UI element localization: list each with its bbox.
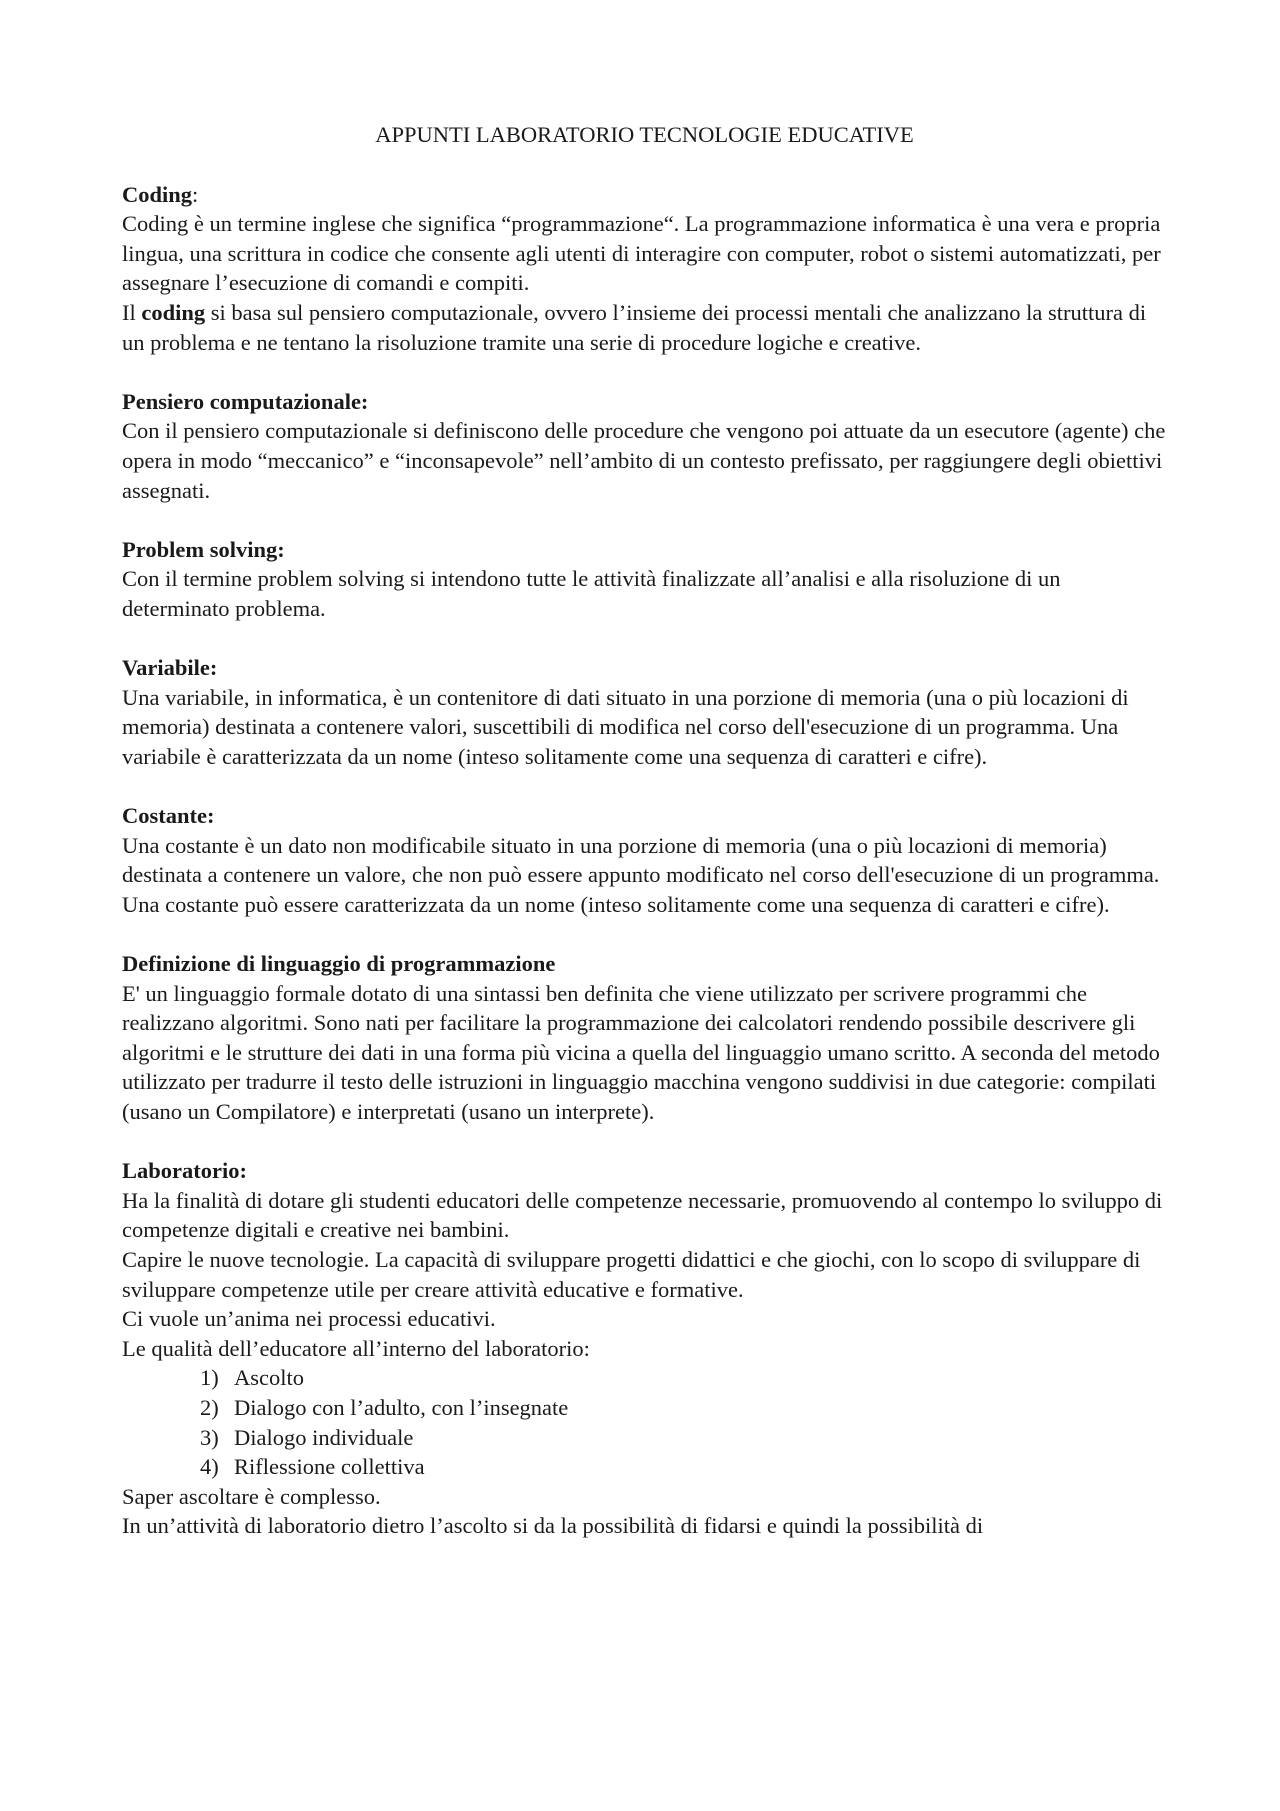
paragraph <box>122 298 1167 357</box>
section-heading: Problem solving: <box>122 536 285 562</box>
paragraph: Coding è un termine inglese che significa “programmazione“. La programmazione informatica è una vera e propria lingua, una scrittura in codice che consente agli utenti di interagire con computer, robot o sistemi automatizzati, per assegnare l’esecuzione di comandi e compiti. <box>122 211 1161 296</box>
list-item-text: Dialogo con l’adulto, con l’insegnate <box>234 1394 569 1420</box>
paragraph: Le qualità dell’educatore all’interno del laboratorio: <box>122 1335 590 1361</box>
heading-text: Coding <box>122 181 193 207</box>
section-pensiero-computazionale <box>122 387 1167 505</box>
paragraph: E' un linguaggio formale dotato di una sintassi ben definita che viene utilizzato per scrivere programmi che realizzano algoritmi. Sono nati per facilitare la programmazione dei calcolatori rendendo possibile descrivere gli algoritmi e le strutture dei dati in una forma più vicina a quella del linguaggio umano scritto. A seconda del metodo utilizzato per tradurre il testo delle istruzioni in linguaggio macchina vengono suddivisi in due categorie: compilati (usano un Compilatore) e interpretati (usano un interprete). <box>122 980 1160 1124</box>
section-coding <box>122 180 1167 358</box>
section-costante <box>122 801 1167 919</box>
section-heading: Variabile: <box>122 655 218 681</box>
paragraph: Una costante è un dato non modificabile situato in una porzione di memoria (una o più locazioni di memoria) destinata a contenere un valore, che non può essere appunto modificato nel corso dell'esecuzione di un programma. Una costante può essere caratterizzata da un nome (inteso solitamente come una sequenza di caratteri e cifre). <box>122 832 1160 917</box>
list-item-text: Dialogo individuale <box>234 1424 414 1450</box>
paragraph: Una variabile, in informatica, è un contenitore di dati situato in una porzione di memoria (una o più locazioni di memoria) destinata a contenere valori, suscettibili di modifica nel corso dell'esecuzione di un programma. Una variabile è caratterizzata da un nome (inteso solitamente come una sequenza di caratteri e cifre). <box>122 684 1129 769</box>
list-item <box>200 1423 1167 1453</box>
list-number: 3) <box>200 1424 219 1450</box>
heading-colon: : <box>192 181 199 207</box>
section-problem-solving <box>122 535 1167 624</box>
paragraph: Capire le nuove tecnologie. La capacità di sviluppare progetti didattici e che giochi, con lo scopo di sviluppare di sviluppare competenze utile per creare attività educative e formative. <box>122 1246 1141 1302</box>
list-item-text: Riflessione collettiva <box>234 1454 425 1480</box>
paragraph: Con il termine problem solving si intendono tutte le attività finalizzate all’analisi e alla risoluzione di un determinato problema. <box>122 566 1061 621</box>
section-laboratorio <box>122 1156 1167 1541</box>
document-title: APPUNTI LABORATORIO TECNOLOGIE EDUCATIVE <box>375 122 914 147</box>
document-body <box>122 120 1167 1571</box>
list-item-text: Ascolto <box>234 1365 304 1391</box>
section-heading: Costante: <box>122 803 215 829</box>
paragraph: Ci vuole un’anima nei processi educativi. <box>122 1306 496 1332</box>
qualities-list <box>122 1363 1167 1481</box>
list-item <box>200 1363 1167 1393</box>
section-heading: Definizione di linguaggio di programmazione <box>122 951 556 977</box>
paragraph: Saper ascoltare è complesso. <box>122 1483 381 1509</box>
section-linguaggio <box>122 949 1167 1127</box>
paragraph: Ha la finalità di dotare gli studenti educatori delle competenze necessarie, promuovendo al contempo lo sviluppo di competenze digitali e creative nei bambini. <box>122 1187 1163 1243</box>
section-heading-coding <box>122 180 1167 210</box>
list-number: 2) <box>200 1394 219 1420</box>
list-number: 1) <box>200 1365 219 1391</box>
paragraph: In un’attività di laboratorio dietro l’ascolto si da la possibilità di fidarsi e quindi la possibilità di <box>122 1513 984 1539</box>
list-item <box>200 1393 1167 1423</box>
section-variabile <box>122 653 1167 771</box>
paragraph: Con il pensiero computazionale si definiscono delle procedure che vengono poi attuate da un esecutore (agente) che opera in modo “meccanico” e “inconsapevole” nell’ambito di un contesto prefissato, per raggiungere degli obiettivi assegnati. <box>122 418 1166 503</box>
section-heading: Laboratorio: <box>122 1158 247 1184</box>
list-item <box>200 1452 1167 1482</box>
section-heading: Pensiero computazionale: <box>122 388 369 414</box>
bold-term: coding <box>141 299 206 325</box>
paragraph-prefix: Il <box>122 299 142 325</box>
paragraph-rest: si basa sul pensiero computazionale, ovvero l’insieme dei processi mentali che analizzano la struttura di un problema e ne tentano la risoluzione tramite una serie di procedure logiche e creative. <box>122 299 1147 355</box>
list-number: 4) <box>200 1454 219 1480</box>
